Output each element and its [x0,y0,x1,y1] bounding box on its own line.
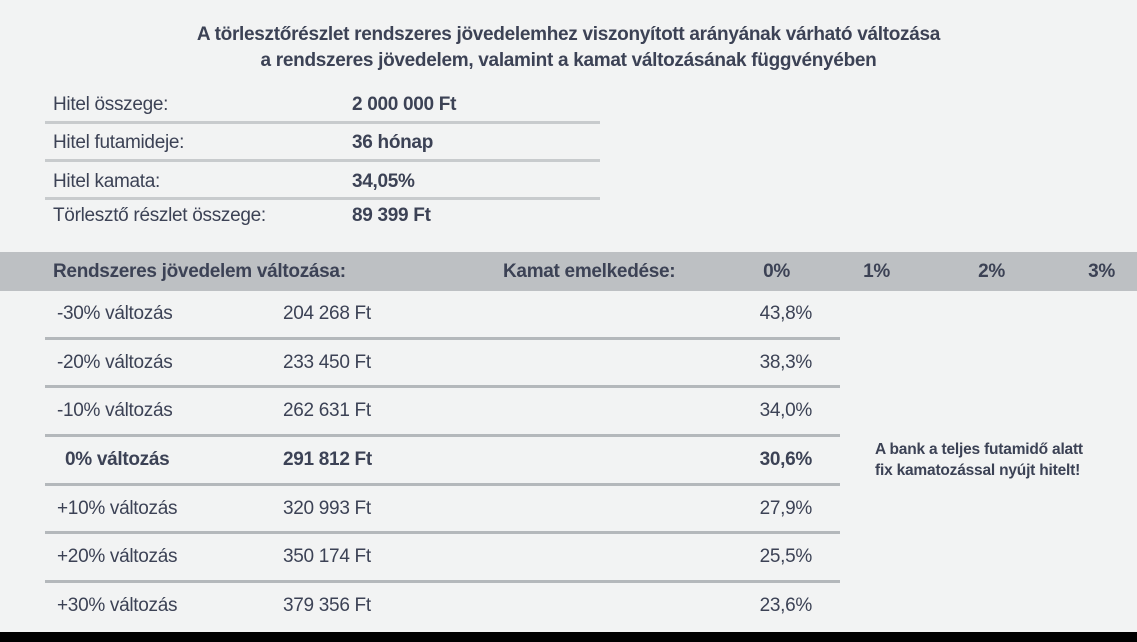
income-amount-cell: 320 993 Ft [283,497,371,519]
table-header-bar [0,252,1137,291]
ratio-cell: 25,5% [759,546,812,568]
loan-term-value: 36 hónap [352,132,434,153]
table-row [45,534,840,583]
rate-column-2pct: 2% [978,261,1005,282]
divider [45,159,600,162]
table-row [45,388,840,437]
loan-term-label: Hitel futamideje: [53,132,185,153]
income-change-cell: 0% változás [65,449,170,471]
rate-column-3pct: 3% [1088,261,1115,282]
income-amount-cell: 262 631 Ft [283,400,371,422]
fixed-rate-note-line1: A bank a teljes futamidő alatt [875,441,1083,458]
page-title-line2: a rendszeres jövedelem, valamint a kamat változásának függvényében [260,50,877,71]
income-change-cell: -10% változás [57,400,173,422]
table-row [45,291,840,340]
loan-rate-label: Hitel kamata: [53,171,160,192]
income-change-cell: +20% változás [57,546,178,568]
income-amount-cell: 379 356 Ft [283,595,371,617]
income-change-cell: +30% változás [57,595,178,617]
ratio-cell: 27,9% [759,497,812,519]
page-title [0,22,1137,74]
rate-column-0pct: 0% [763,261,790,282]
ratio-cell: 38,3% [759,351,812,373]
rate-increase-header: Kamat emelkedése: [503,261,676,282]
income-change-cell: -30% változás [57,303,173,324]
loan-amount-value: 2 000 000 Ft [352,94,457,115]
table-row [45,486,840,535]
loan-amount-label: Hitel összege: [53,94,169,115]
ratio-cell: 34,0% [759,400,812,422]
ratio-cell: 23,6% [759,595,812,617]
fixed-rate-note [875,439,1083,481]
ratio-cell: 30,6% [759,449,812,471]
page-title-line1: A törlesztőrészlet rendszeres jövedelemhez viszonyított arányának várható változása [196,24,941,45]
ratio-cell: 43,8% [759,303,812,324]
income-amount-cell: 350 174 Ft [283,546,371,568]
installment-value: 89 399 Ft [352,205,431,226]
table-row [45,583,840,629]
table-row-current [45,437,840,486]
income-amount-cell: 291 812 Ft [283,449,372,471]
income-change-header: Rendszeres jövedelem változása: [53,261,346,282]
income-change-cell: -20% változás [57,351,173,373]
table-row [45,340,840,389]
income-change-table [45,291,840,629]
income-amount-cell: 233 450 Ft [283,351,371,373]
divider [45,121,600,124]
income-change-cell: +10% változás [57,497,178,519]
divider [45,197,600,200]
rate-column-1pct: 1% [863,261,890,282]
bottom-bar [0,632,1137,642]
loan-rate-value: 34,05% [352,171,415,192]
fixed-rate-note-line2: fix kamatozással nyújt hitelt! [875,462,1081,479]
installment-label: Törlesztő részlet összege: [53,205,266,226]
income-amount-cell: 204 268 Ft [283,303,371,324]
